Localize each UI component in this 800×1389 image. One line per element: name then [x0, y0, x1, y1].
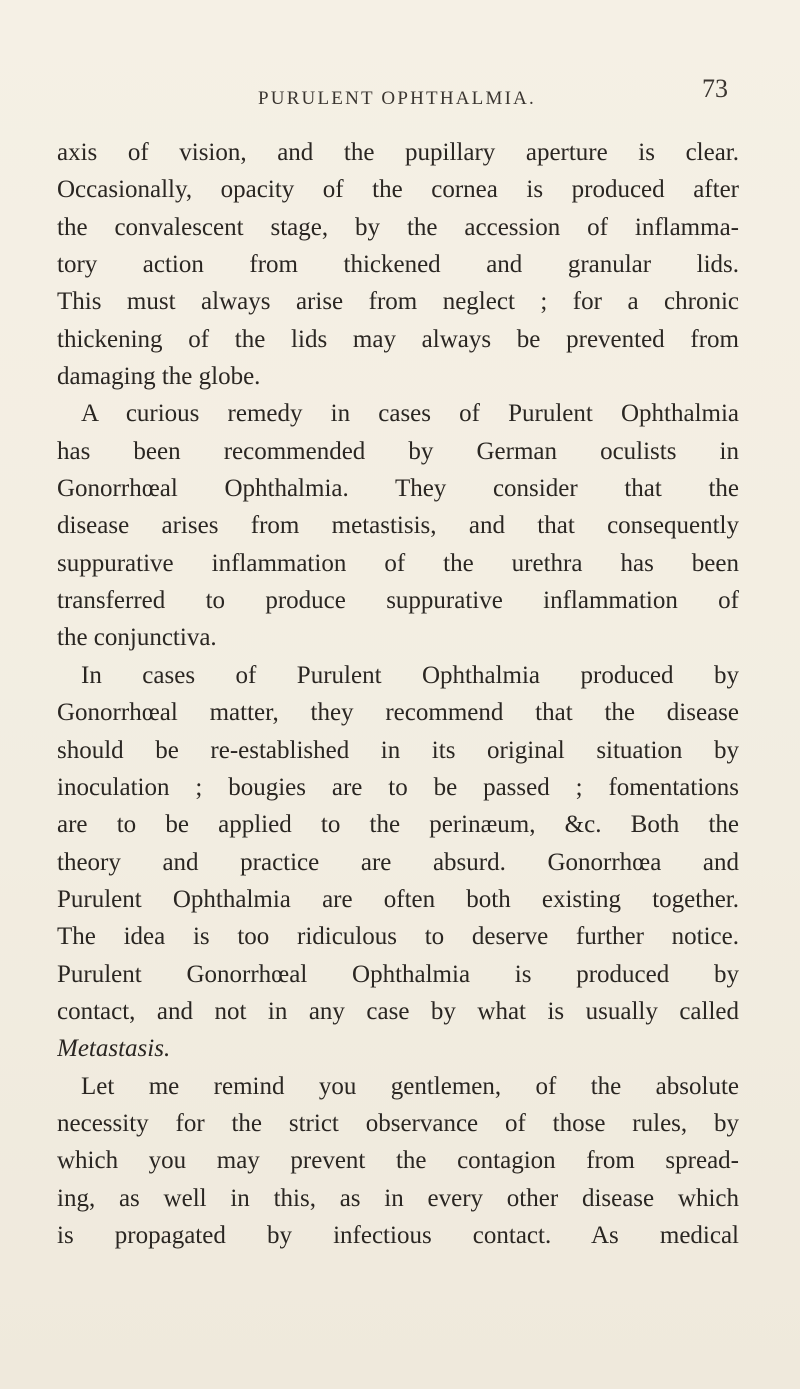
text-line: are to be applied to the perinæum, &c. Both the — [57, 811, 739, 839]
text-line: disease arises from metastisis, and that consequently — [57, 512, 739, 540]
text-line: axis of vision, and the pupillary aperture is clear. — [57, 139, 739, 166]
text-line: Purulent Gonorrhœal Ophthalmia is produced by — [57, 960, 739, 988]
text-line: which you may prevent the contagion from spread- — [57, 1147, 739, 1175]
text-line: tory action from thickened and granular lids. — [57, 251, 739, 279]
text-line: Occasionally, opacity of the cornea is produced after — [57, 176, 739, 204]
text-line: suppurative inflammation of the urethra has been — [57, 549, 739, 577]
text-line: The idea is too ridiculous to deserve further notice. — [57, 923, 739, 951]
text-line: ing, as well in this, as in every other disease which — [57, 1184, 739, 1212]
text-line: Gonorrhœal matter, they recommend that the disease — [57, 699, 739, 727]
text-line: Gonorrhœal Ophthalmia. They consider that the — [57, 475, 739, 503]
text-line: Let me remind you gentlemen, of the absolute — [81, 1072, 739, 1100]
text-line: thickening of the lids may always be prevented from — [57, 325, 739, 353]
text-line: contact, and not in any case by what is usually called — [57, 997, 739, 1025]
text-line: theory and practice are absurd. Gonorrhœa and — [57, 848, 739, 876]
text-line: has been recommended by German oculists in — [57, 437, 739, 465]
body-text — [57, 134, 739, 1254]
text-line: damaging the globe. — [57, 363, 261, 391]
text-line: In cases of Purulent Ophthalmia produced by — [81, 661, 739, 689]
text-line: should be re-established in its original situation by — [57, 736, 739, 764]
text-line: transferred to produce suppurative inflammation of — [57, 587, 739, 615]
text-line: the conjunctiva. — [57, 624, 217, 652]
text-line: Purulent Ophthalmia are often both existing together. — [57, 885, 739, 913]
text-line: is propagated by infectious contact. As medical — [57, 1221, 739, 1249]
text-line: necessity for the strict observance of those rules, by — [57, 1109, 739, 1137]
text-line: This must always arise from neglect ; for a chronic — [57, 288, 739, 316]
text-line: inoculation ; bougies are to be passed ; fomentations — [57, 773, 739, 801]
text-line: Metastasis. — [57, 1035, 171, 1063]
text-line: A curious remedy in cases of Purulent Ophthalmia — [81, 400, 739, 428]
text-line: the convalescent stage, by the accession of inflamma- — [57, 213, 739, 241]
page-number: 73 — [702, 74, 728, 103]
running-head: PURULENT OPHTHALMIA. — [258, 88, 536, 109]
